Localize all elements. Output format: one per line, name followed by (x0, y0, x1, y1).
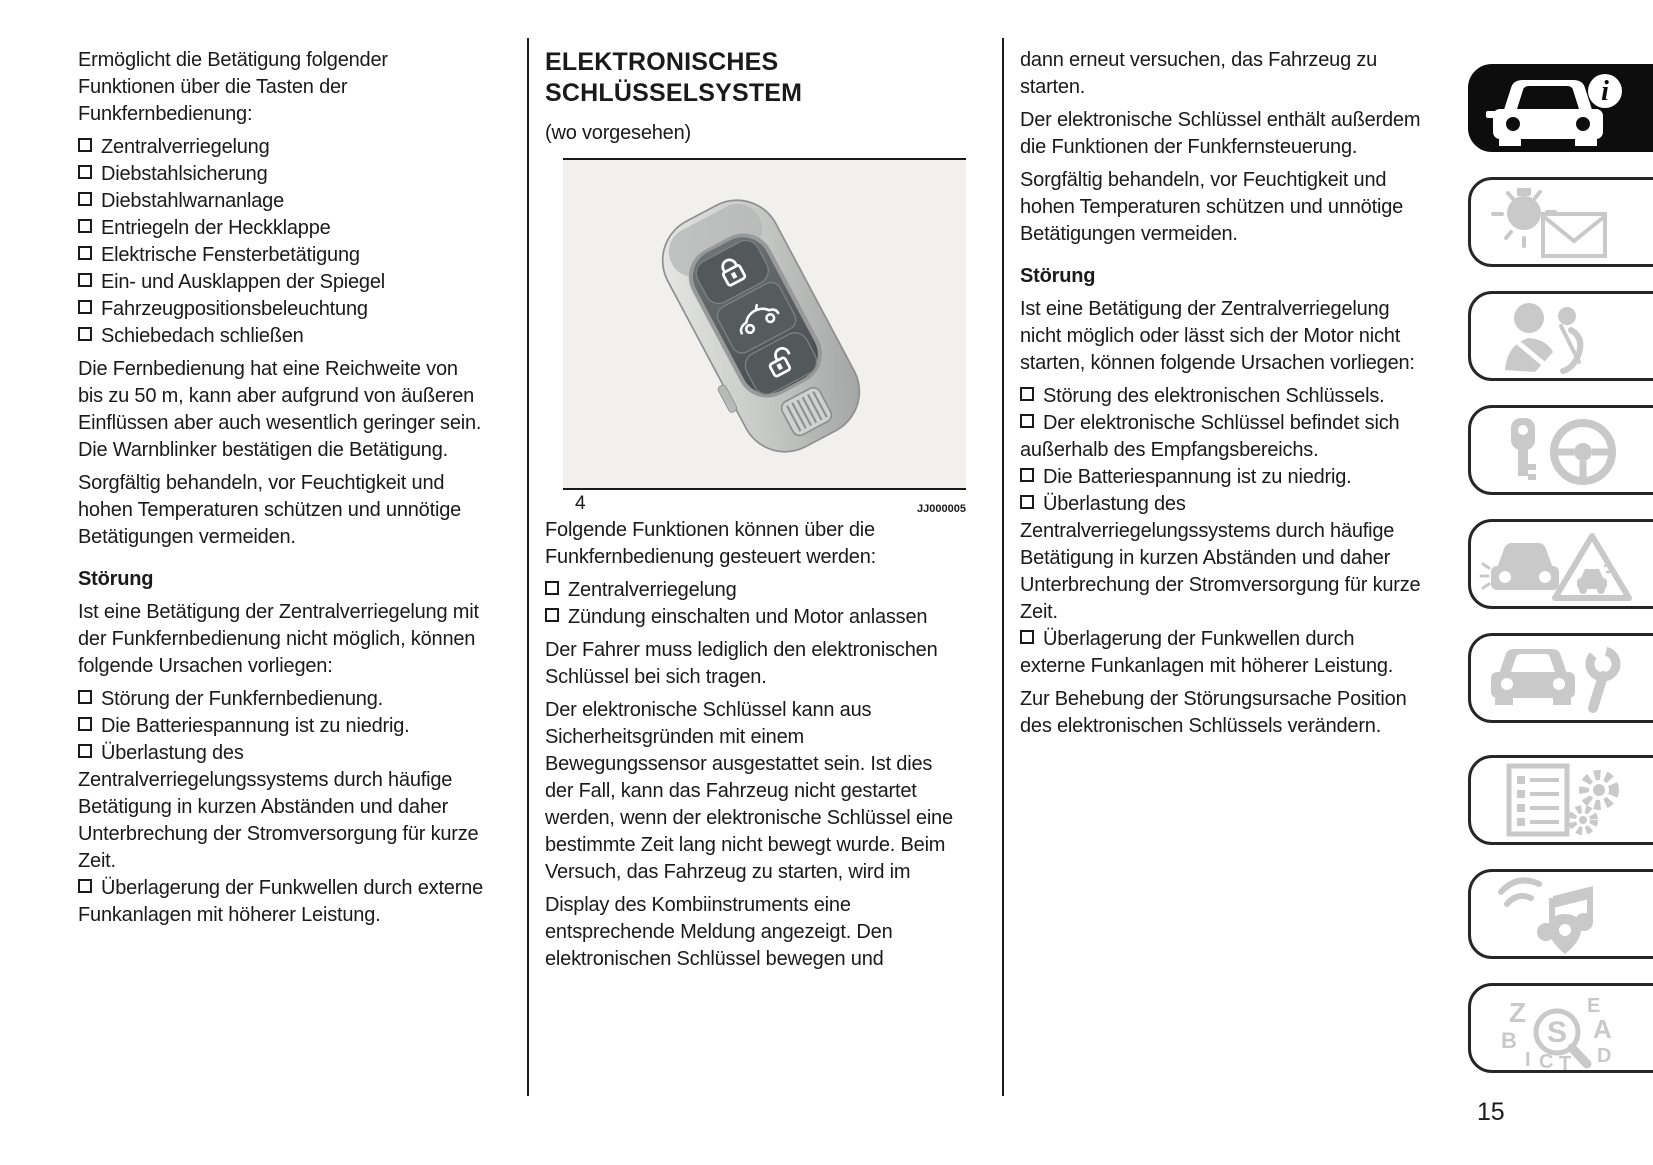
bullet-square-icon (1020, 630, 1034, 644)
bullet-square-icon (78, 300, 92, 314)
svg-text:i: i (1601, 76, 1609, 107)
column-2 (545, 47, 966, 979)
car-warning-triangle-icon (1471, 522, 1653, 606)
column-divider (1002, 38, 1004, 1096)
svg-text:B: B (1501, 1028, 1517, 1053)
bullet-item: Störung des elektronischen Schlüssels. (1020, 383, 1425, 410)
column-3 (1020, 47, 1425, 746)
column-2-text (545, 517, 963, 973)
bullet-square-icon (545, 608, 559, 622)
svg-text:Z: Z (1509, 997, 1527, 1028)
bullet-item: Fahrzeugpositionsbeleuchtung (78, 296, 486, 323)
svg-text:T: T (1559, 1053, 1572, 1070)
multimedia-navigation-icon (1471, 872, 1653, 956)
key-fob-illustration (563, 160, 966, 488)
bullet-item: Überlagerung der Funkwellen durch externe Funkanlagen mit höherer Leistung. (78, 877, 484, 926)
bullet-item: Zentralverriegelung (545, 577, 963, 604)
svg-text:A: A (1593, 1014, 1612, 1044)
bullet-item: Überlastung des Zentralverriegelungssystems durch häufige Betätigung in kurzen Abständen und daher Unterbrechung der Stromversorgung für kurze Zeit. (78, 742, 479, 872)
sidebar-tab-index (1468, 983, 1653, 1073)
paragraph: Der elektronische Schlüssel kann aus Sicherheitsgründen mit einem Bewegungssensor ausgestattet sein. Ist dies der Fall, kann das Fahrzeug nicht gestartet werden, wenn der elektronische Schlüssel eine bestimmte Zeit lang nicht bewegt wurde. Beim Versuch, das Fahrzeug zu starten, wird im (545, 699, 953, 883)
sidebar-tab-car-warning (1468, 519, 1653, 609)
bullet-square-icon (78, 273, 92, 287)
sidebar-tab-multimedia (1468, 869, 1653, 959)
paragraph: Sorgfältig behandeln, vor Feuchtigkeit und hohen Temperaturen schützen und unnötige Betätigungen vermeiden. (1020, 169, 1404, 245)
sidebar-tab-lights-messages (1468, 177, 1653, 267)
bullet-square-icon (1020, 387, 1034, 401)
bullet-item: Elektrische Fensterbetätigung (78, 242, 486, 269)
alphabetical-index-icon (1471, 986, 1653, 1070)
section-title: ELEKTRONISCHES SCHLÜSSELSYSTEM (545, 48, 803, 107)
bullet-item: Diebstahlsicherung (78, 161, 486, 188)
svg-text:I: I (1525, 1049, 1531, 1070)
paragraph: Der Fahrer muss lediglich den elektronischen Schlüssel bei sich tragen. (545, 639, 938, 688)
paragraph: Display des Kombiinstruments eine entsprechende Meldung angezeigt. Den elektronischen Schlüssel bewegen und (545, 894, 893, 970)
car-info-icon (1471, 67, 1653, 149)
sidebar-tab-car-info (1468, 64, 1653, 152)
bullet-square-icon (78, 690, 92, 704)
key-steering-wheel-icon (1471, 408, 1653, 492)
bullet-square-icon (1020, 468, 1034, 482)
bullet-item: Diebstahlwarnanlage (78, 188, 486, 215)
bullet-item: Die Batteriespannung ist zu niedrig. (1020, 464, 1425, 491)
seatbelt-safety-icon (1471, 294, 1653, 378)
key-fob-figure (563, 158, 966, 490)
figure-code: JJ000005 (917, 503, 966, 515)
section-heading: Störung (1020, 265, 1096, 287)
bullet-item: Schiebedach schließen (78, 323, 486, 350)
paragraph: Ist eine Betätigung der Zentralverriegelung mit der Funkfernbedienung nicht möglich, können folgende Ursachen vorliegen: (78, 601, 479, 677)
paragraph: Ermöglicht die Betätigung folgender Funktionen über die Tasten der Funkfernbedienung: (78, 49, 388, 125)
figure-number: 4 (575, 493, 586, 514)
bullet-item: Die Batteriespannung ist zu niedrig. (78, 713, 486, 740)
section-heading: Störung (78, 568, 154, 590)
paragraph: Ist eine Betätigung der Zentralverriegelung nicht möglich oder lässt sich der Motor nicht starten, können folgende Ursachen vorliegen: (1020, 298, 1415, 374)
bullet-square-icon (78, 192, 92, 206)
sidebar-tab-car-service (1468, 633, 1653, 723)
bullet-item: Ein- und Ausklappen der Spiegel (78, 269, 486, 296)
sidebar-tab-technical-data (1468, 755, 1653, 845)
svg-text:E: E (1587, 995, 1601, 1017)
sidebar-tab-key-steering (1468, 405, 1653, 495)
lights-messages-icon (1471, 180, 1653, 264)
paragraph: Der elektronische Schlüssel enthält außerdem die Funktionen der Funkfernsteuerung. (1020, 109, 1421, 158)
paragraph: Zur Behebung der Störungsursache Position des elektronischen Schlüssels verändern. (1020, 688, 1407, 737)
specs-gears-icon (1471, 758, 1653, 842)
bullet-square-icon (545, 581, 559, 595)
bullet-item: Zentralverriegelung (78, 134, 486, 161)
bullet-item: Entriegeln der Heckklappe (78, 215, 486, 242)
bullet-item: Der elektronische Schlüssel befindet sich außerhalb des Empfangsbereichs. (1020, 412, 1400, 461)
svg-text:D: D (1597, 1045, 1612, 1067)
svg-text:S: S (1546, 1016, 1568, 1049)
paragraph: Sorgfältig behandeln, vor Feuchtigkeit und hohen Temperaturen schützen und unnötige Betätigungen vermeiden. (78, 472, 462, 548)
bullet-item: Überlagerung der Funkwellen durch externe Funkanlagen mit höherer Leistung. (1020, 628, 1394, 677)
bullet-square-icon (78, 327, 92, 341)
svg-text:C: C (1539, 1051, 1554, 1070)
bullet-square-icon (1020, 414, 1034, 428)
availability-note: (wo vorgesehen) (545, 122, 691, 144)
car-wrench-icon (1471, 636, 1653, 720)
bullet-square-icon (78, 717, 92, 731)
bullet-square-icon (1020, 495, 1034, 509)
bullet-square-icon (78, 219, 92, 233)
paragraph: Folgende Funktionen können über die Funkfernbedienung gesteuert werden: (545, 519, 877, 568)
bullet-square-icon (78, 246, 92, 260)
bullet-square-icon (78, 744, 92, 758)
paragraph: dann erneut versuchen, das Fahrzeug zu starten. (1020, 49, 1378, 98)
bullet-item: Überlastung des Zentralverriegelungssystems durch häufige Betätigung in kurzen Abständen und daher Unterbrechung der Stromversorgung für kurze Zeit. (1020, 493, 1421, 623)
figure-caption (563, 490, 966, 517)
bullet-square-icon (78, 138, 92, 152)
sidebar-tab-seatbelt-safety (1468, 291, 1653, 381)
bullet-square-icon (78, 165, 92, 179)
bullet-square-icon (78, 879, 92, 893)
column-divider (527, 38, 529, 1096)
bullet-item: Störung der Funkfernbedienung. (78, 686, 486, 713)
bullet-item: Zündung einschalten und Motor anlassen (545, 604, 963, 631)
page-number: 15 (1477, 1098, 1505, 1126)
column-1 (78, 47, 486, 929)
paragraph: Die Fernbedienung hat eine Reichweite von bis zu 50 m, kann aber aufgrund von äußeren Einflüssen aber auch wesentlich geringer sein. Die Warnblinker bestätigen die Betätigung. (78, 358, 482, 461)
